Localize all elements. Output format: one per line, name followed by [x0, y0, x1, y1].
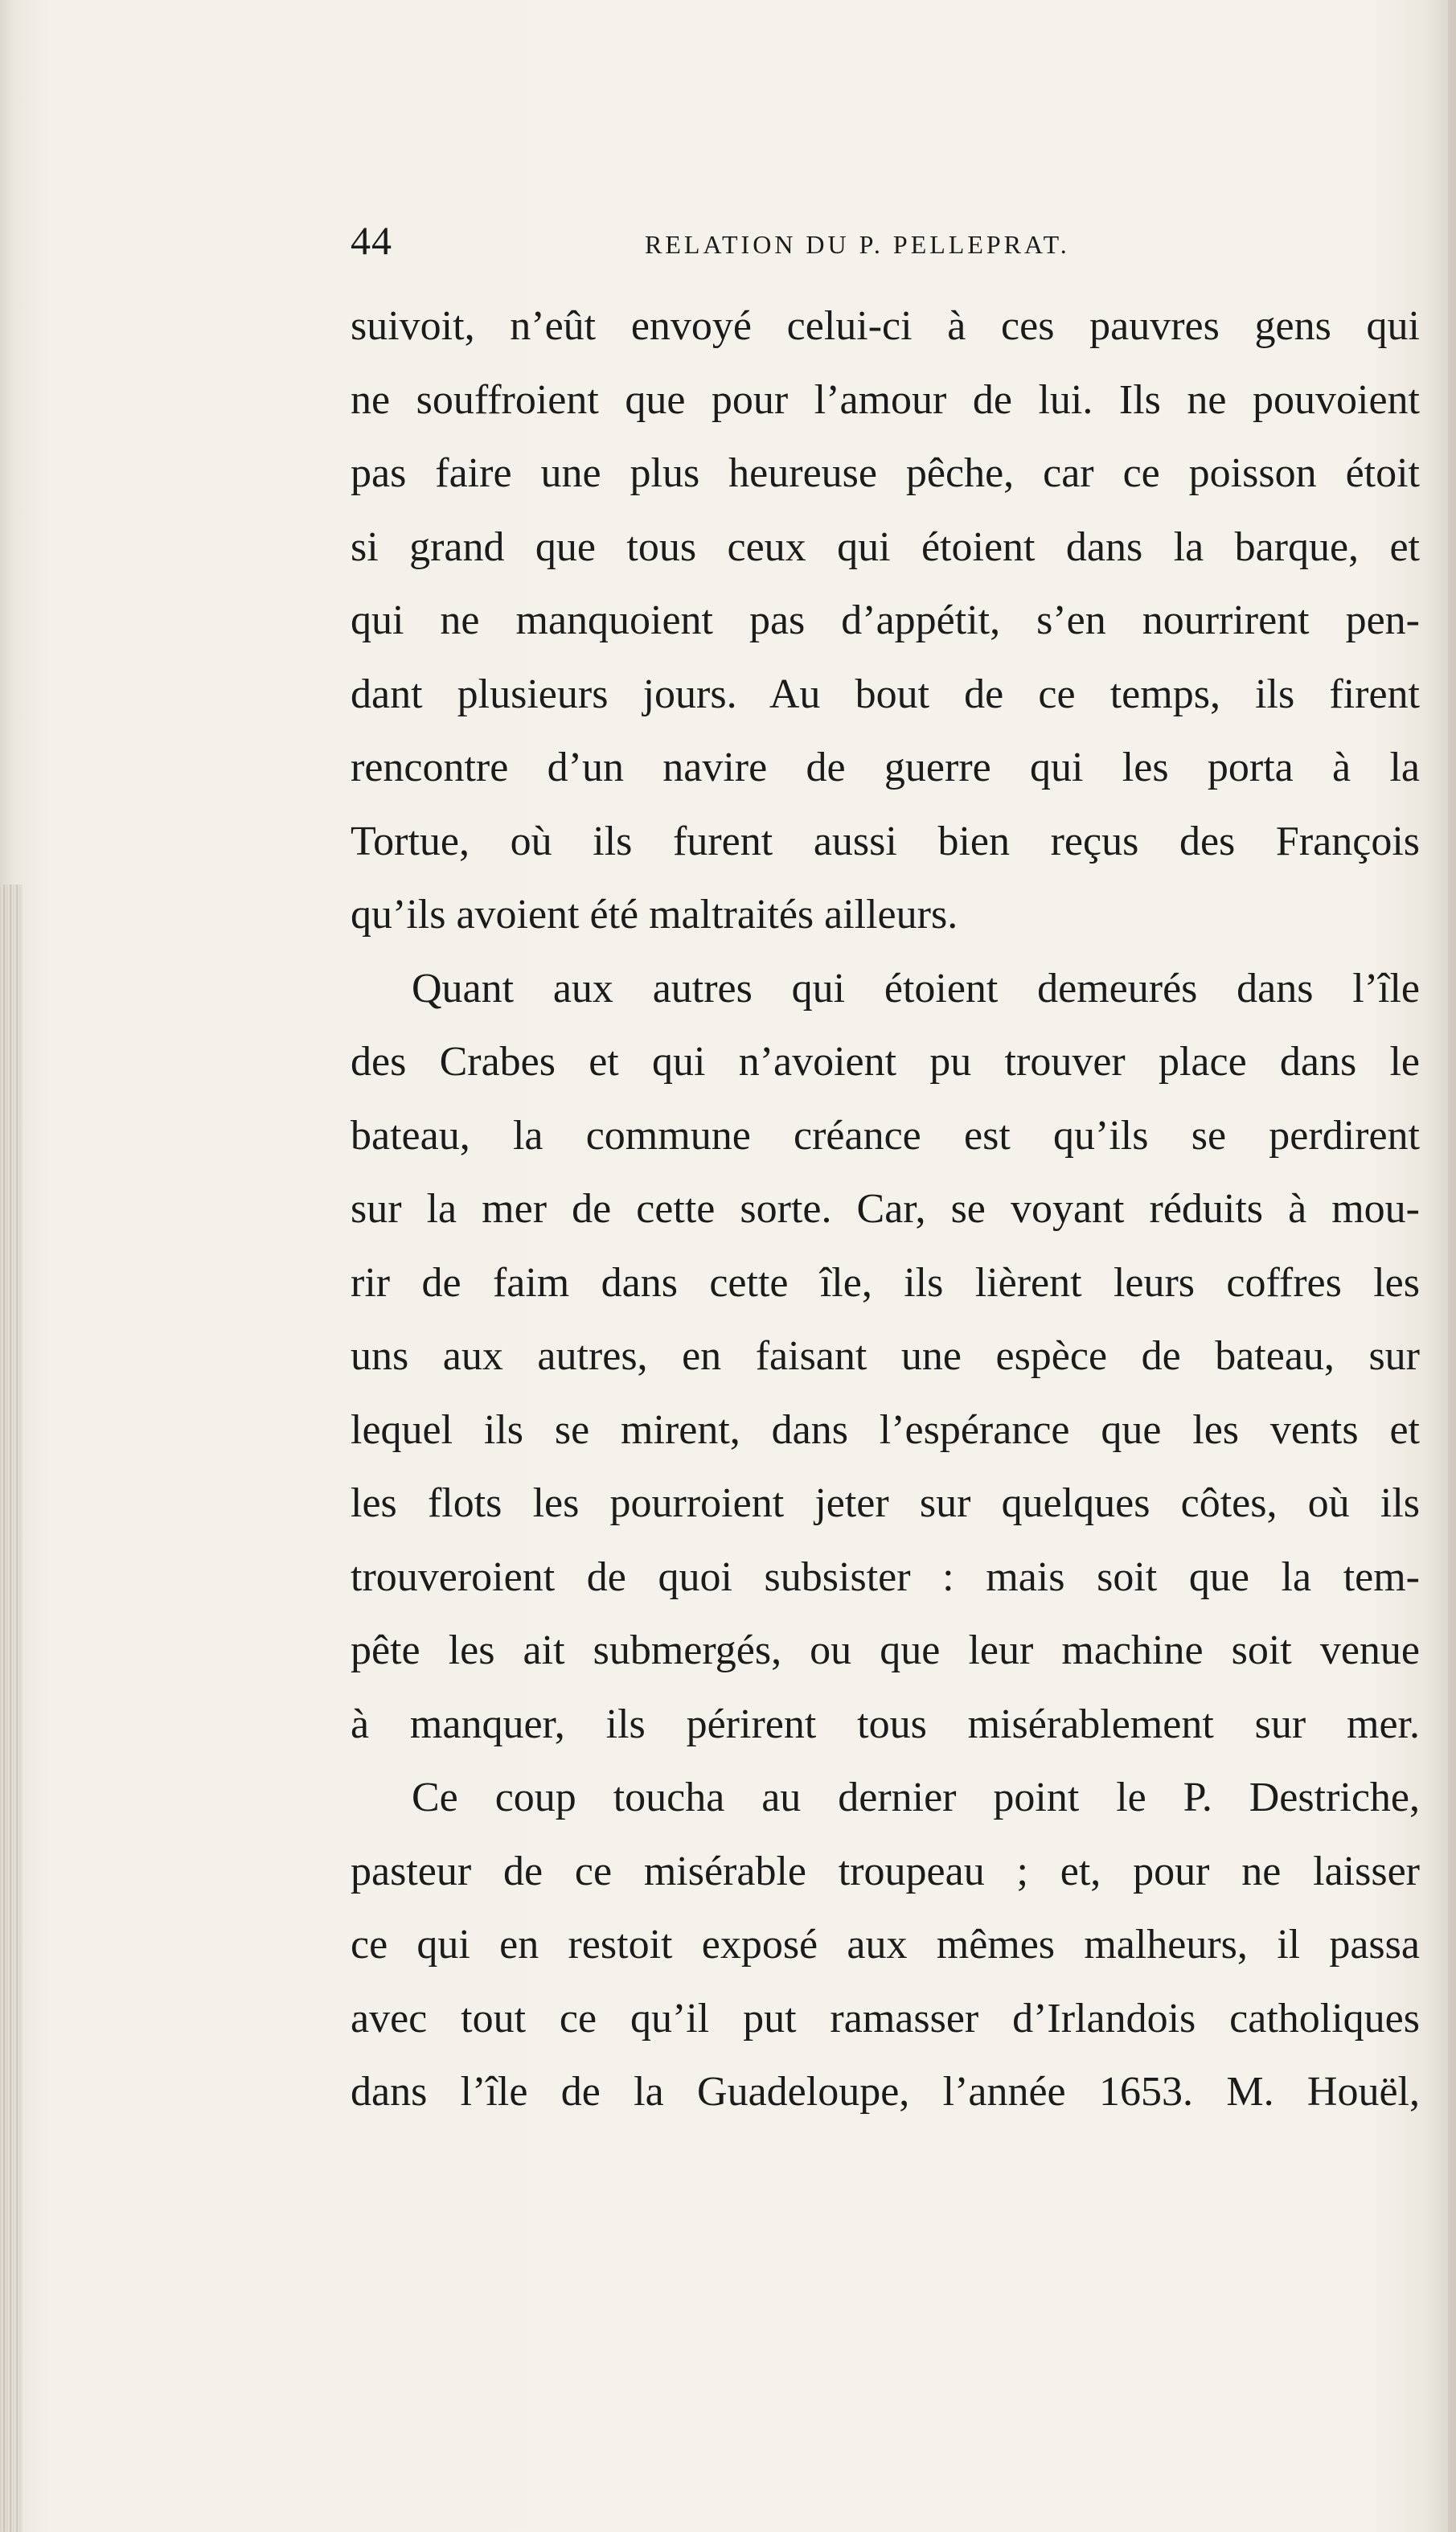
text-line: pasteur de ce misérable troupeau ; et, pour ne laisser	[351, 1848, 1420, 1894]
text-line: lequel ils se mirent, dans l’espérance que les vents et	[351, 1406, 1420, 1453]
text-line: rir de faim dans cette île, ils lièrent leurs coffres les	[351, 1259, 1420, 1306]
text-line: trouveroient de quoi subsister : mais soit que la tem-	[351, 1553, 1420, 1600]
text-line: suivoit, n’eût envoyé celui-ci à ces pauvres gens qui	[351, 303, 1420, 349]
text-line: à manquer, ils périrent tous misérablement sur mer.	[351, 1701, 1420, 1747]
page-header	[351, 217, 1420, 265]
text-line: les flots les pourroient jeter sur quelques côtes, où ils	[351, 1480, 1420, 1526]
text-line: sur la mer de cette sorte. Car, se voyant réduits à mou-	[351, 1186, 1420, 1232]
text-line: si grand que tous ceux qui étoient dans la barque, et	[351, 523, 1420, 570]
text-line: qui ne manquoient pas d’appétit, s’en nourrirent pen-	[351, 597, 1420, 643]
text-line: ce qui en restoit exposé aux mêmes malheurs, il passa	[351, 1922, 1420, 1968]
text-line: avec tout ce qu’il put ramasser d’Irlandois catholiques	[351, 1995, 1420, 2042]
text-line: rencontre d’un navire de guerre qui les porta à la	[351, 745, 1420, 790]
paragraph-start-line: Quant aux autres qui étoient demeurés dans l’île	[412, 965, 1420, 1012]
text-line: ne souffroient que pour l’amour de lui. Ils ne pouvoient	[351, 376, 1420, 423]
paragraph-start-line: Ce coup toucha au dernier point le P. Destriche,	[412, 1775, 1420, 1820]
text-line: uns aux autres, en faisant une espèce de bateau, sur	[351, 1333, 1420, 1379]
text-line: dant plusieurs jours. Au bout de ce temps, ils firent	[351, 671, 1420, 717]
text-line: pas faire une plus heureuse pêche, car ce poisson étoit	[351, 450, 1420, 496]
text-line: bateau, la commune créance est qu’ils se perdirent	[351, 1112, 1420, 1159]
text-line: pête les ait submergés, ou que leur machine soit venue	[351, 1627, 1420, 1673]
page-edge-right	[1448, 0, 1456, 2532]
body-text	[351, 289, 1420, 2129]
text-line: qu’ils avoient été maltraités ailleurs.	[351, 892, 958, 938]
text-line: Tortue, où ils furent aussi bien reçus des François	[351, 818, 1420, 864]
page-edge-left	[0, 884, 23, 2532]
text-line: dans l’île de la Guadeloupe, l’année 1653. M. Houël,	[351, 2069, 1420, 2115]
page-number: 44	[351, 218, 392, 263]
text-line: des Crabes et qui n’avoient pu trouver place dans le	[351, 1039, 1420, 1085]
running-head: RELATION DU P. PELLEPRAT.	[645, 230, 1070, 259]
